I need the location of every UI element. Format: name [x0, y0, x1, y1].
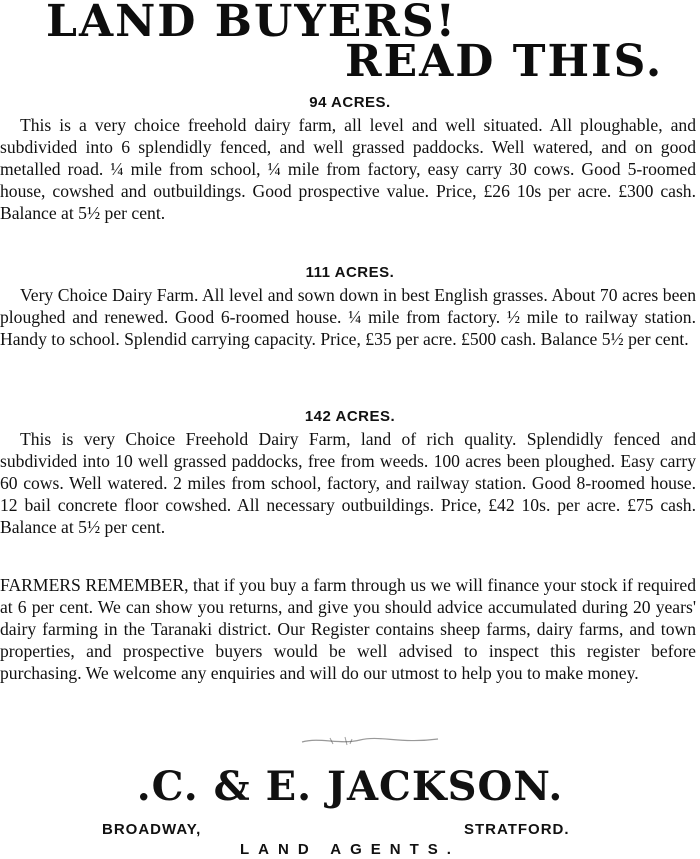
headline-land-buyers: LAND BUYERS!: [46, 0, 457, 47]
listing-heading-142-acres: 142 ACRES.: [304, 408, 396, 425]
address-stratford: STRATFORD.: [464, 821, 570, 838]
listing-body-111-acres: [0, 284, 696, 350]
address-broadway: BROADWAY,: [102, 821, 202, 838]
firm-name: .C. & E. JACKSON.: [136, 763, 564, 810]
listing-body-142-acres: [0, 428, 696, 538]
listing-description: This is a very choice freehold dairy farm, all level and well situated. All ploughable, and subdivided into 6 splendidly fenced, and well grassed paddocks. Well watered, and on good metalled road. ¼ mile from school, ¼ mile from factory, easy carry 30 cows. Good 5-roomed house, cowshed and outbuildings. Good prospective value. Price, £26 10s per acre. £300 cash. Balance at 5½ per cent.: [0, 115, 696, 223]
listing-description: Very Choice Dairy Farm. All level and sown down in best English grasses. About 70 acres been ploughed and renewed. Good 6-roomed house. ¼ mile from factory. ½ mile to railway station. Handy to school. Splendid carrying capacity. Price, £35 per acre. £500 cash. Balance 5½ per cent.: [0, 285, 696, 349]
listing-heading-111-acres: 111 ACRES.: [305, 264, 395, 281]
closing-paragraph: [0, 574, 696, 684]
print-smudge: [300, 733, 440, 749]
firm-role: LAND AGENTS.: [240, 841, 460, 858]
closing-text: FARMERS REMEMBER, that if you buy a farm through us we will finance your stock if required at 6 per cent. We can show you returns, and give you should advice accumulated during 20 years' dairy farming in the Taranaki district. Our Register contains sheep farms, dairy farms, and town properties, and prospective buyers would be well advised to inspect this register before purchasing. We welcome any enquiries and will do our utmost to help you to make money.: [0, 575, 696, 683]
headline-read-this: READ THIS.: [345, 36, 664, 87]
listing-body-94-acres: [0, 114, 696, 224]
listing-heading-94-acres: 94 ACRES.: [309, 94, 391, 111]
listing-description: This is very Choice Freehold Dairy Farm, land of rich quality. Splendidly fenced and subdivided into 10 well grassed paddocks, free from weeds. 100 acres been ploughed. Easy carry 60 cows. Well watered. 2 miles from school, factory, and railway station. Good 8-roomed house. 12 bail concrete floor cowshed. All necessary outbuildings. Price, £42 10s. per acre. £75 cash. Balance at 5½ per cent.: [0, 429, 696, 537]
